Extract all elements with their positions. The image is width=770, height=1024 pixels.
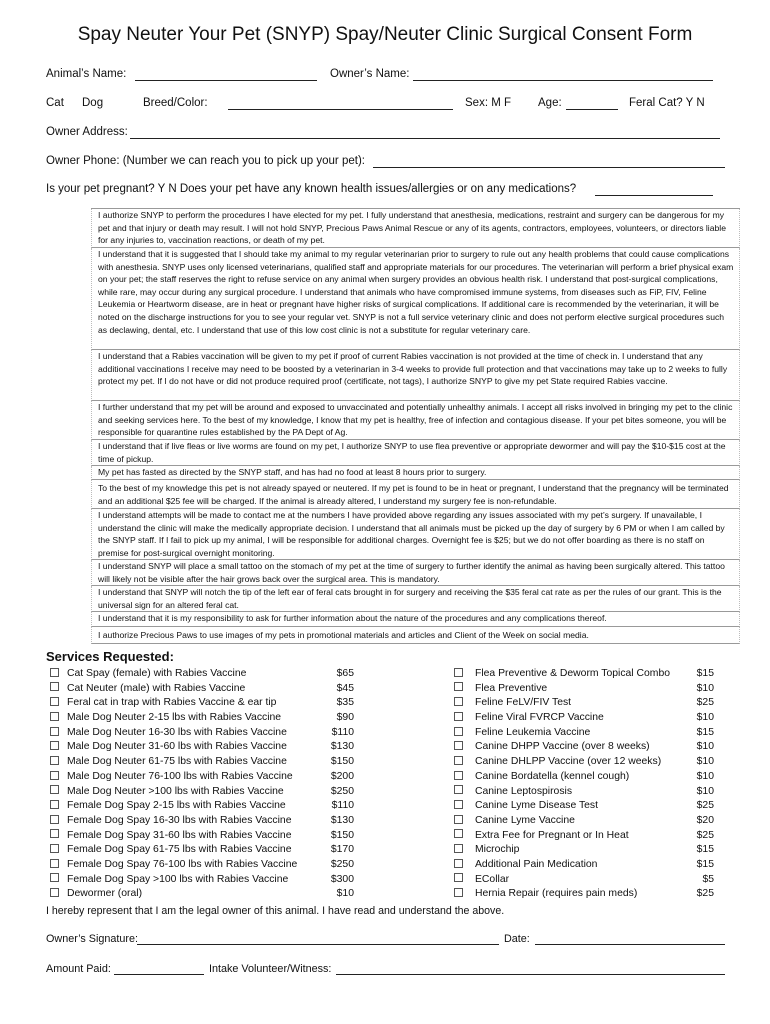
service-name: Feline FeLV/FIV Test [475, 697, 572, 709]
checkbox[interactable] [50, 682, 59, 691]
service-price: $170 [330, 844, 354, 856]
checkbox[interactable] [454, 668, 463, 677]
service-item[interactable] [50, 696, 360, 711]
checkbox[interactable] [50, 741, 59, 750]
term-row: I understand that it is my responsibility to ask for further information about the nature of the procedures and any complications thereof. [91, 612, 740, 627]
term-row: To the best of my knowledge this pet is not already spayed or neutered. If my pet is found to be in heat or pregnant, I understand that the pregnancy will be terminated and an additional $25 fee will be charged. If the animal is already altered, I understand my surgery fee is non-refundable. [91, 480, 740, 509]
service-price: $10 [696, 712, 714, 724]
service-price: $25 [696, 829, 714, 841]
owner-phone-field[interactable] [373, 167, 725, 168]
service-item[interactable] [50, 873, 360, 888]
service-item[interactable] [454, 726, 718, 741]
service-price: $25 [696, 888, 714, 900]
checkbox[interactable] [50, 785, 59, 794]
service-price: $10 [696, 682, 714, 694]
consent-terms [91, 208, 740, 644]
checkbox[interactable] [454, 800, 463, 809]
service-item[interactable] [454, 887, 718, 902]
term-row: My pet has fasted as directed by the SNYP staff, and has had no food at least 8 hours prior to surgery. [91, 466, 740, 480]
service-name: Feline Leukemia Vaccine [475, 726, 591, 738]
checkbox[interactable] [50, 712, 59, 721]
cat-option[interactable]: Cat [46, 97, 64, 109]
service-price: $15 [696, 668, 714, 679]
service-name: Dewormer (oral) [67, 888, 143, 900]
service-price: $10 [696, 770, 714, 782]
services-heading: Services Requested: [46, 649, 174, 664]
service-item[interactable] [50, 829, 360, 844]
service-price: $250 [330, 785, 354, 797]
checkbox[interactable] [50, 756, 59, 765]
service-item[interactable] [454, 873, 718, 888]
service-price: $15 [696, 844, 714, 856]
animal-name-field[interactable] [135, 80, 317, 81]
service-item[interactable] [50, 740, 360, 755]
services-right-list [454, 667, 718, 902]
owner-signature-label: Owner’s Signature: [46, 933, 139, 945]
term-row: I understand that SNYP will notch the tip of the left ear of feral cats brought in for surgery and receiving the $35 feral cat rate as per the rules of our grant. This is the universal sign for an altered feral cat. [91, 586, 740, 612]
service-price: $45 [336, 682, 354, 694]
service-item[interactable] [50, 667, 360, 682]
term-row: I understand attempts will be made to contact me at the numbers I have provided above regarding any issues associated with my pet’s surgery. If unavailable, I understand the clinic will make the medically appropriate decision. I understand that all animals must be picked up the day of surgery by 6 PM or when I am called by the SNYP staff. If I fail to pick up my animal, I will be responsible for additional charges. Overnight fee is $25; but we do not offer boarding as there is no staff on premise for post-surgical overnight monitoring. [91, 509, 740, 560]
service-item[interactable] [454, 667, 718, 682]
service-price: $130 [330, 741, 354, 753]
service-name: Male Dog Neuter 61-75 lbs with Rabies Vaccine [67, 756, 287, 768]
checkbox[interactable] [50, 727, 59, 736]
service-name: Extra Fee for Pregnant or In Heat [475, 829, 629, 841]
service-name: Female Dog Spay 76-100 lbs with Rabies Vaccine [67, 858, 298, 870]
owner-address-label: Owner Address: [46, 126, 128, 138]
service-item[interactable] [454, 858, 718, 873]
checkbox[interactable] [50, 873, 59, 882]
service-price: $110 [331, 800, 354, 812]
checkbox[interactable] [50, 800, 59, 809]
term-row: I authorize Precious Paws to use images of my pets in promotional materials and articles and Client of the Week on social media. [91, 627, 740, 644]
checkbox[interactable] [454, 712, 463, 721]
checkbox[interactable] [454, 771, 463, 780]
checkbox[interactable] [50, 888, 59, 897]
checkbox[interactable] [454, 741, 463, 750]
service-item[interactable] [454, 755, 718, 770]
service-item[interactable] [454, 843, 718, 858]
checkbox[interactable] [50, 859, 59, 868]
checkbox[interactable] [454, 859, 463, 868]
service-name: Canine DHPP Vaccine (over 8 weeks) [475, 741, 650, 753]
service-item[interactable] [50, 799, 360, 814]
service-name: Feral cat in trap with Rabies Vaccine & ear tip [67, 697, 277, 709]
service-price: $10 [336, 888, 354, 900]
checkbox[interactable] [454, 815, 463, 824]
service-price: $150 [330, 756, 354, 768]
checkbox[interactable] [454, 756, 463, 765]
service-price: $35 [336, 697, 354, 709]
service-name: Female Dog Spay 2-15 lbs with Rabies Vaccine [67, 800, 286, 812]
term-row: I understand that a Rabies vaccination will be given to my pet if proof of current Rabies vaccination is not provided at the time of check in. I understand that any additional vaccinations I receive may need to be boosted by a veterinarian in 3-4 weeks to provide full protection and that vaccinations may take up to 2 weeks to fully protect my pet. If I do not have or did not produce required proof (certificate, not tags), I authorize SNYP to give my pet State required Rabies vaccine. [91, 350, 740, 401]
service-price: $5 [702, 873, 714, 885]
service-name: Canine Bordatella (kennel cough) [475, 770, 630, 782]
service-name: Male Dog Neuter >100 lbs with Rabies Vaccine [67, 785, 284, 797]
service-item[interactable] [454, 711, 718, 726]
service-name: Male Dog Neuter 16-30 lbs with Rabies Vaccine [67, 726, 287, 738]
checkbox[interactable] [50, 815, 59, 824]
animal-name-label: Animal’s Name: [46, 68, 127, 80]
service-item[interactable] [454, 740, 718, 755]
service-price: $110 [331, 726, 354, 738]
service-name: Canine DHLPP Vaccine (over 12 weeks) [475, 756, 662, 768]
service-item[interactable] [50, 682, 360, 697]
form-title: Spay Neuter Your Pet (SNYP) Spay/Neuter Clinic Surgical Consent Form [77, 24, 693, 45]
service-name: Feline Viral FVRCP Vaccine [475, 712, 604, 724]
term-row: I further understand that my pet will be around and exposed to unvaccinated and potentially unhealthy animals. I accept all risks involved in bringing my pet to the clinic and seeking services here. To the best of my knowledge, I know that my pet is healthy, free of infection and contagious disease. If your pet bites someone, you will be responsible for quarantine rules established by the PA Dept of Ag. [91, 401, 740, 440]
term-row: I authorize SNYP to perform the procedures I have elected for my pet. I fully understand that anesthesia, medications, restraint and surgery can be dangerous for my pet and that injury or death may result. I will not hold SNYP, Precious Paws Animal Rescue or any of its agents, contractors, employees, volunteers, or directors liable for any injuries to, vaccination reactions, or death of my pet. [91, 209, 740, 248]
owner-name-label: Owner’s Name: [330, 68, 410, 80]
date-label: Date: [504, 933, 530, 945]
service-name: Microchip [475, 844, 520, 856]
checkbox[interactable] [50, 844, 59, 853]
service-name: ECollar [475, 873, 510, 885]
ownership-affirmation: I hereby represent that I am the legal owner of this animal. I have read and understand the above. [46, 905, 505, 917]
service-item[interactable] [454, 682, 718, 697]
term-row: I understand SNYP will place a small tattoo on the stomach of my pet at the time of surgery to further identify the animal as having been surgically altered. This tattoo will likely not be visible after the hair grows back over the surgical area. This is mandatory. [91, 560, 740, 586]
service-item[interactable] [454, 799, 718, 814]
service-item[interactable] [50, 726, 360, 741]
checkbox[interactable] [454, 829, 463, 838]
checkbox[interactable] [50, 668, 59, 677]
service-name: Male Dog Neuter 76-100 lbs with Rabies Vaccine [67, 770, 293, 782]
service-name: Male Dog Neuter 31-60 lbs with Rabies Vaccine [67, 741, 287, 753]
breed-color-label: Breed/Color: [143, 97, 208, 109]
service-price: $90 [336, 712, 354, 724]
service-name: Additional Pain Medication [475, 858, 598, 870]
service-price: $15 [696, 726, 714, 738]
service-name: Cat Neuter (male) with Rabies Vaccine [67, 682, 246, 694]
service-price: $15 [696, 858, 714, 870]
feral-cat-field[interactable]: Feral Cat? Y N [629, 97, 705, 109]
owner-name-field[interactable] [413, 80, 713, 81]
service-item[interactable] [50, 711, 360, 726]
breed-color-field[interactable] [228, 109, 453, 110]
service-price: $65 [336, 668, 354, 679]
intake-volunteer-label: Intake Volunteer/Witness: [209, 963, 332, 975]
date-field[interactable] [535, 944, 725, 945]
service-price: $10 [696, 785, 714, 797]
age-field[interactable] [566, 109, 618, 110]
service-name: Flea Preventive [475, 682, 548, 694]
checkbox[interactable] [454, 873, 463, 882]
service-item[interactable] [454, 770, 718, 785]
service-name: Female Dog Spay >100 lbs with Rabies Vaccine [67, 873, 289, 885]
service-item[interactable] [50, 755, 360, 770]
service-name: Female Dog Spay 61-75 lbs with Rabies Vaccine [67, 844, 292, 856]
service-price: $250 [330, 858, 354, 870]
checkbox[interactable] [50, 697, 59, 706]
age-label: Age: [538, 97, 562, 109]
service-price: $150 [330, 829, 354, 841]
service-price: $25 [696, 800, 714, 812]
service-price: $130 [330, 814, 354, 826]
checkbox[interactable] [454, 785, 463, 794]
service-price: $200 [330, 770, 354, 782]
owner-phone-label: Owner Phone: (Number we can reach you to pick up your pet): [46, 155, 365, 167]
term-row: I understand that if live fleas or live worms are found on my pet, I authorize SNYP to use flea preventive or appropriate dewormer and will pay the $10-$15 cost at the time of pickup. [91, 440, 740, 466]
service-price: $20 [696, 814, 714, 826]
amount-paid-field[interactable] [114, 974, 204, 975]
checkbox[interactable] [454, 888, 463, 897]
service-item[interactable] [454, 814, 718, 829]
service-item[interactable] [454, 785, 718, 800]
checkbox[interactable] [454, 697, 463, 706]
checkbox[interactable] [50, 829, 59, 838]
owner-address-field[interactable] [130, 138, 720, 139]
service-name: Canine Lyme Disease Test [475, 800, 599, 812]
service-item[interactable] [50, 770, 360, 785]
service-item[interactable] [50, 887, 360, 902]
service-item[interactable] [454, 696, 718, 711]
service-price: $10 [696, 741, 714, 753]
service-name: Female Dog Spay 16-30 lbs with Rabies Vaccine [67, 814, 292, 826]
checkbox[interactable] [454, 844, 463, 853]
service-item[interactable] [50, 785, 360, 800]
pregnant-health-label: Is your pet pregnant? Y N Does your pet have any known health issues/allergies or on any medications? [46, 183, 577, 195]
service-name: Cat Spay (female) with Rabies Vaccine [67, 668, 247, 679]
service-name: Canine Lyme Vaccine [475, 814, 575, 826]
service-name: Female Dog Spay 31-60 lbs with Rabies Vaccine [67, 829, 292, 841]
checkbox[interactable] [454, 727, 463, 736]
service-price: $10 [696, 756, 714, 768]
service-name: Canine Leptospirosis [475, 785, 573, 797]
term-row: I understand that it is suggested that I should take my animal to my regular veterinarian prior to surgery to rule out any health problems that could cause complications with anesthesia. SNYP uses only licensed veterinarians, qualified staff and appropriate materials for our procedures. The veterinarian will perform a brief physical exam on your pet; the staff reserves the right to refuse service on any animal when surgery provides an obvious health risk. I understand that post-surgical complications, while rare, may occur during any surgical procedure. I understand that animals who have compromised immune systems, from diseases such as FiP, FIV, Feline Leukemia or Heartworm disease, are in heat or pregnant have higher risks of surgical complications. If additional care is recommended by the veterinarian, it will be noted on the discharge instructions for you to see your regular vet. SNYP is not a full service veterinary clinic and does not perform elective surgical procedures such as declawing, dental, etc. I understand that use of this low cost clinic is not a substitute for regular veterinary care. [91, 248, 740, 350]
service-item[interactable] [50, 814, 360, 829]
dog-option[interactable]: Dog [82, 97, 104, 109]
service-name: Male Dog Neuter 2-15 lbs with Rabies Vaccine [67, 712, 282, 724]
intake-volunteer-field[interactable] [336, 974, 725, 975]
services-left-list [50, 667, 360, 902]
checkbox[interactable] [454, 682, 463, 691]
service-name: Flea Preventive & Deworm Topical Combo [475, 668, 671, 679]
service-item[interactable] [50, 843, 360, 858]
health-issues-field[interactable] [595, 195, 713, 196]
service-item[interactable] [50, 858, 360, 873]
service-name: Hernia Repair (requires pain meds) [475, 888, 638, 900]
service-price: $300 [330, 873, 354, 885]
amount-paid-label: Amount Paid: [46, 963, 111, 975]
checkbox[interactable] [50, 771, 59, 780]
owner-signature-field[interactable] [137, 944, 499, 945]
sex-field[interactable]: Sex: M F [465, 97, 512, 109]
service-item[interactable] [454, 829, 718, 844]
service-price: $25 [696, 697, 714, 709]
